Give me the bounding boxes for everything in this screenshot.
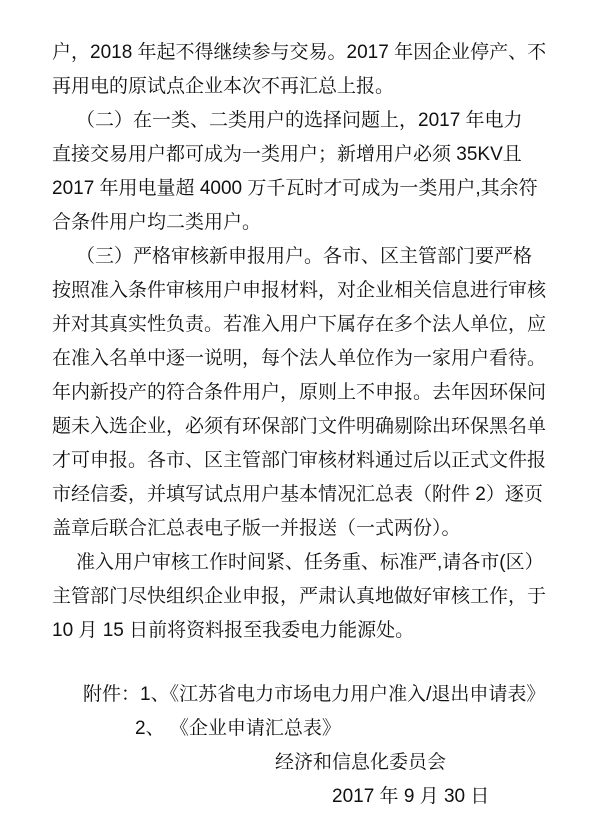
document-line: 市经信委，并填写试点用户基本情况汇总表（附件 2）逐页 [52,484,543,505]
paragraph-start-line: 准入用户审核工作时间紧、任务重、标准严,请各市(区） [76,552,544,573]
attachment-line-1: 附件：1、《江苏省电力市场电力用户准入/退出申请表》 [83,684,546,705]
document-line: 再用电的原试点企业本次不再汇总上报。 [52,76,395,97]
paragraph-start-line: （二）在一类、二类用户的选择问题上，2017 年电力 [76,110,523,131]
document-line: 并对其真实性负责。若准入用户下属存在多个法人单位，应 [52,314,547,335]
signature-date: 2017 年 9 月 30 日 [332,786,490,807]
document-line: 题未入选企业，必须有环保部门文件明确剔除出环保黑名单 [52,416,547,437]
document-line: 主管部门尽快组织企业申报，严肃认真地做好审核工作，于 [52,586,547,607]
document-line: 10 月 15 日前将资料报至我委电力能源处。 [52,620,415,641]
paragraph-start-line: （三）严格审核新申报用户。各市、区主管部门要严格 [76,246,533,267]
document-line: 合条件用户均二类用户。 [52,212,262,233]
signature-block [52,746,583,814]
document-line: 年内新投产的符合条件用户，原则上不申报。去年因环保问 [52,382,547,403]
document-line: 户，2018 年起不得继续参与交易。2017 年因企业停产、不 [52,42,547,63]
signature-org: 经济和信息化委员会 [275,752,447,773]
document-line: 直接交易用户都可成为一类用户；新增用户必须 35KV且 [52,144,522,165]
document-line: 盖章后联合汇总表电子版一并报送（一式两份）。 [52,518,461,539]
document-line: 2017 年用电量超 4000 万千瓦时才可成为一类用户,其余符 [52,178,538,199]
attachment-line-2: 2、 《企业申请汇总表》 [135,718,341,739]
attachment-list [52,678,583,746]
document-line: 在准入名单中逐一说明，每个法人单位作为一家用户看待。 [52,348,547,369]
document-line: 才可申报。各市、区主管部门审核材料通过后以正式文件报 [52,450,547,471]
document-line: 按照准入条件审核用户申报材料，对企业相关信息进行审核 [52,280,547,301]
